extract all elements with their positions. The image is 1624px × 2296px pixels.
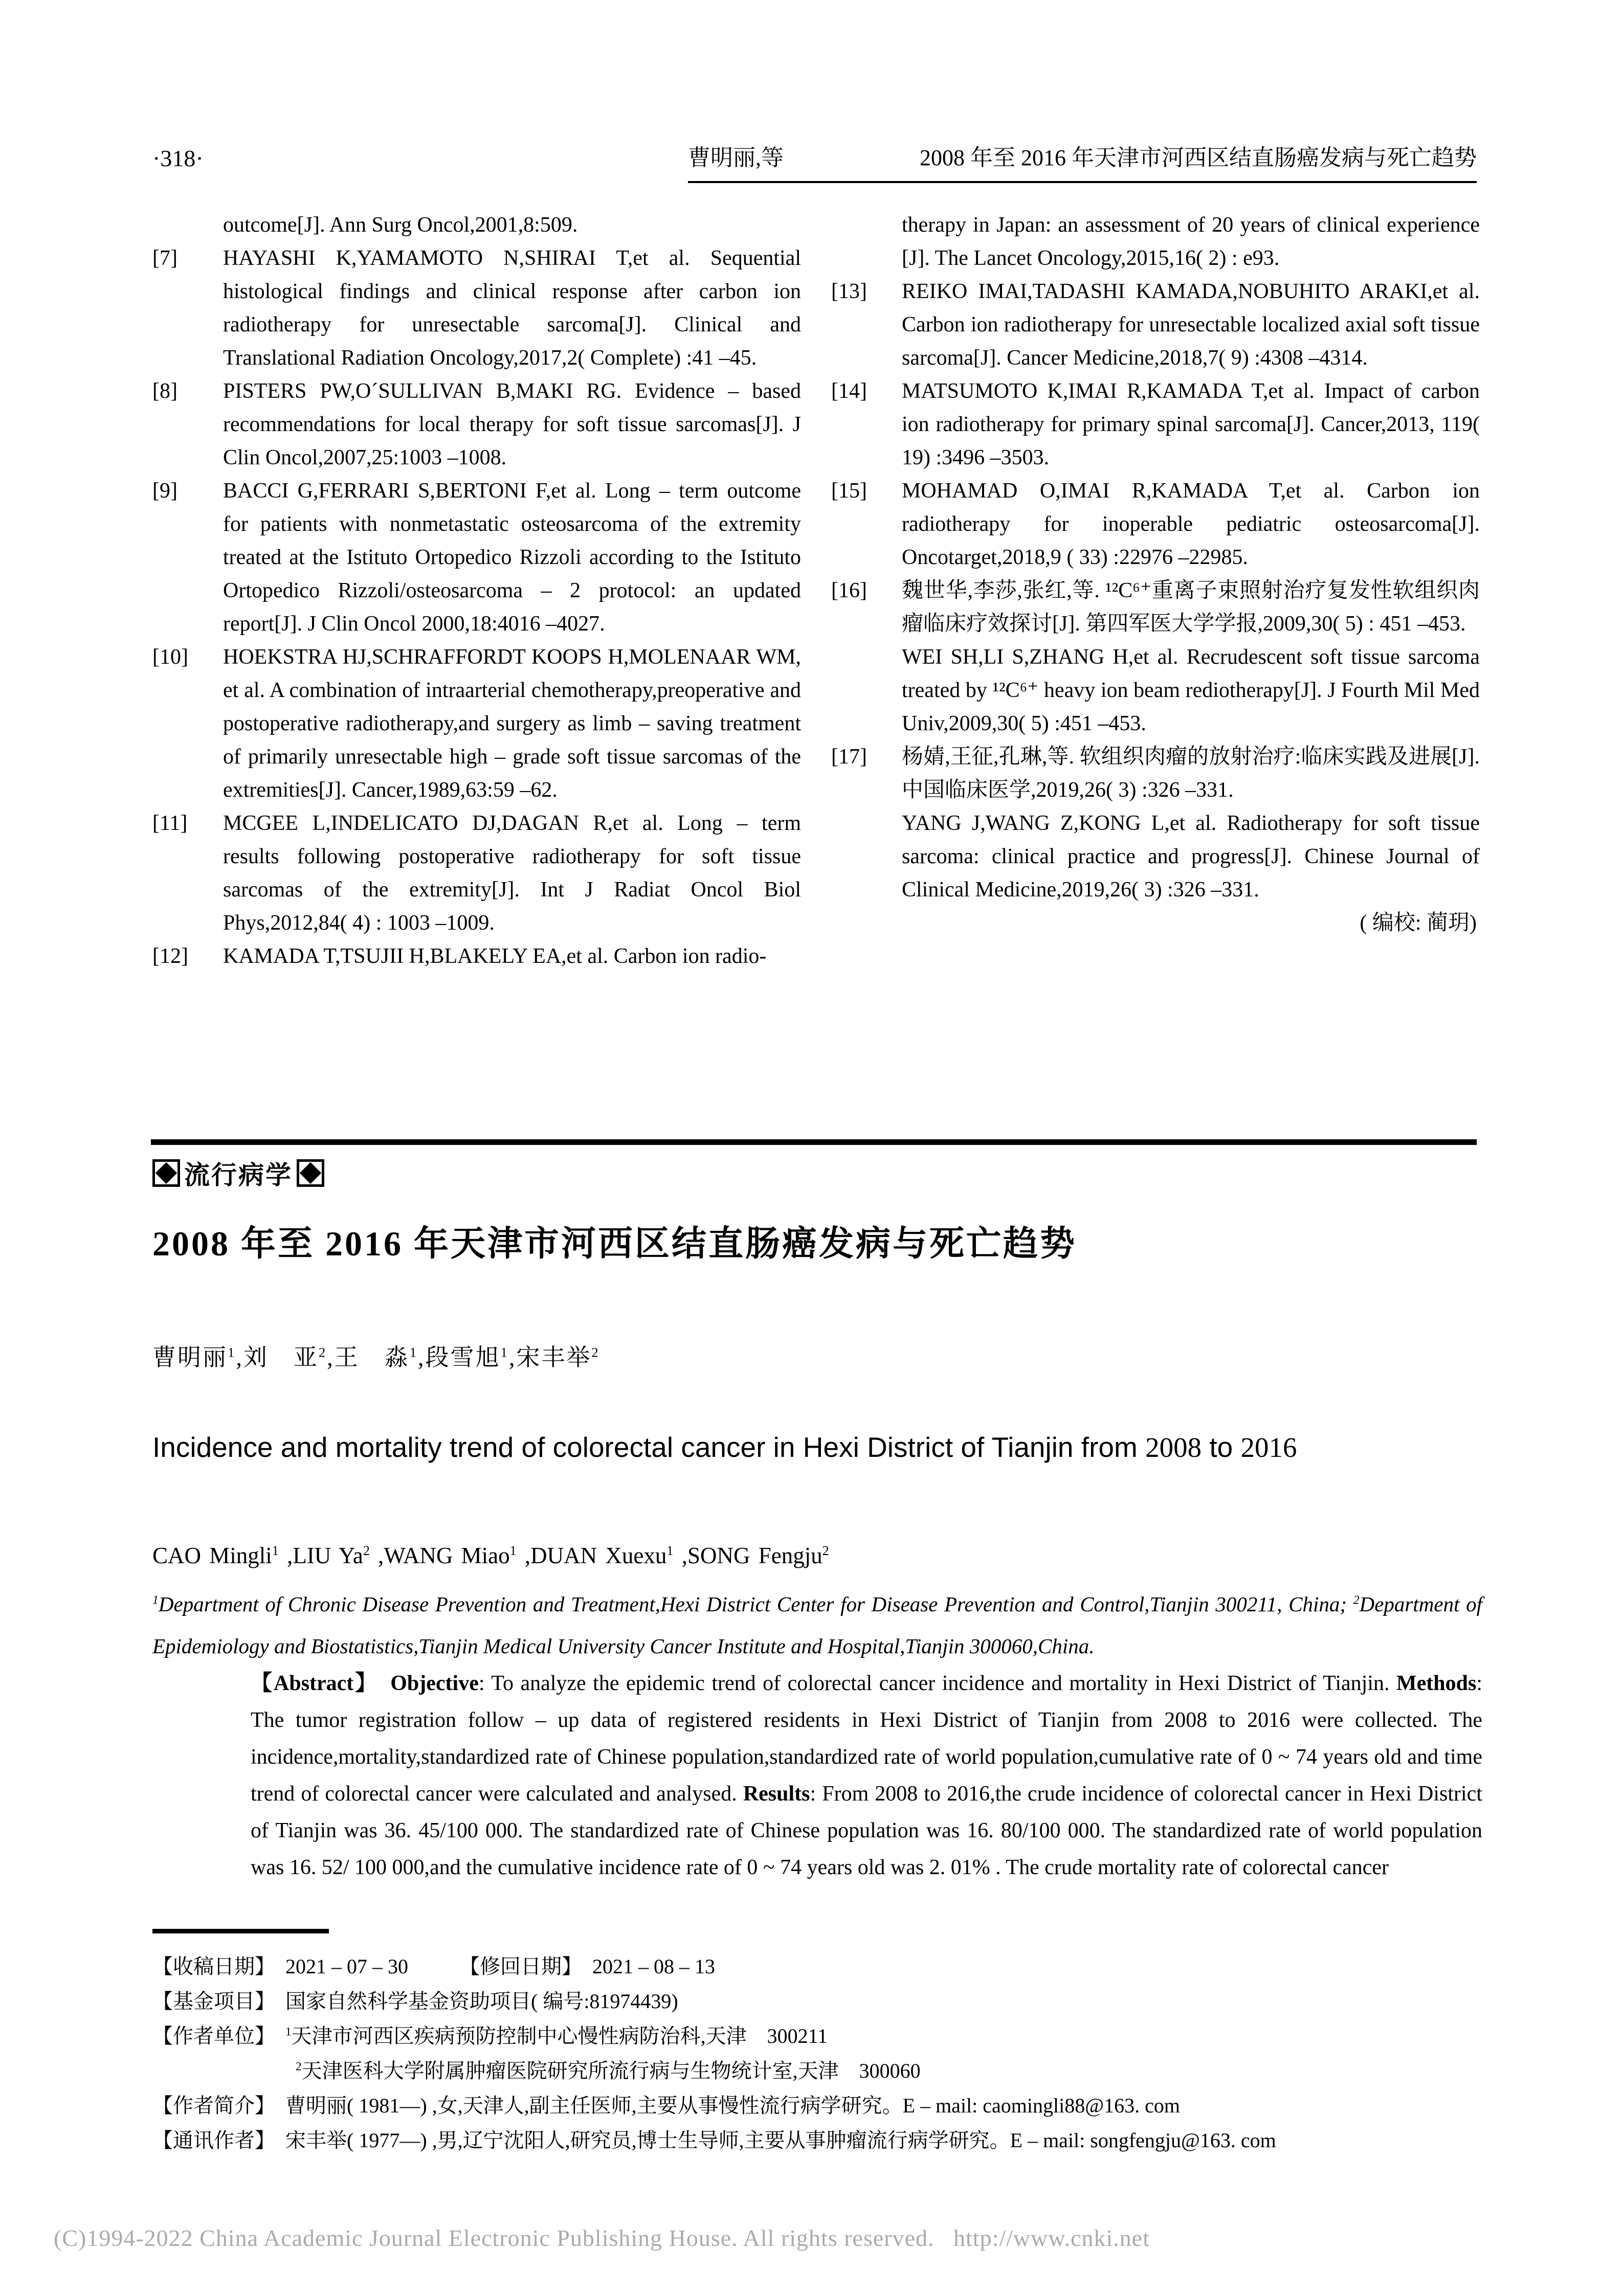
superscript: 1 bbox=[228, 1344, 236, 1360]
footnotes bbox=[152, 1949, 1482, 2158]
reference-number: [7] bbox=[152, 246, 177, 270]
reference-text: HAYASHI K,YAMAMOTO N,SHIRAI T,et al. Sequential histological findings and clinical response after carbon ion radiotherapy for unresectable sarcoma[J]. Clinical and Translational Radiation Oncology,2017,2( Complete) :41 –45. bbox=[223, 246, 801, 370]
reference-number: [10] bbox=[152, 645, 188, 669]
text-segment: 2021 – 08 – 13 bbox=[572, 1955, 715, 1978]
text-segment: ,LIU Ya bbox=[278, 1543, 363, 1568]
superscript: 1 bbox=[666, 1543, 674, 1558]
section-divider-rule bbox=[151, 1139, 1477, 1145]
running-header-title: 2008 年至 2016 年天津市河西区结直肠癌发病与死亡趋势 bbox=[920, 145, 1477, 170]
text-segment: 2016 bbox=[1240, 1432, 1297, 1463]
superscript: 2 bbox=[363, 1543, 370, 1558]
text-segment: 宋丰举( 1977—) ,男,辽宁沈阳人,研究员,博士生导师,主要从事肿瘤流行病学研究。E – mail: songfengju@163. com bbox=[265, 2129, 1276, 2152]
superscript: 2 bbox=[591, 1344, 600, 1360]
section-badge bbox=[152, 1155, 324, 1191]
affiliations bbox=[152, 1583, 1482, 1667]
superscript: 1 bbox=[285, 2025, 292, 2039]
text-segment: 2021 – 07 – 30 bbox=[265, 1955, 470, 1978]
copyright-notice: (C)1994-2022 China Academic Journal Electronic Publishing House. All rights reserved. http://www.cnki.net bbox=[54, 2225, 1150, 2251]
text-segment: 国家自然科学基金资助项目( 编号:81974439) bbox=[265, 1990, 678, 2013]
text-segment: to bbox=[1202, 1431, 1241, 1463]
reference-item bbox=[831, 209, 1480, 275]
superscript: 1 bbox=[152, 1593, 159, 1607]
footnote-line bbox=[152, 2019, 1482, 2054]
diamond-icon bbox=[152, 1159, 180, 1187]
reference-number: [12] bbox=[152, 944, 188, 968]
reference-item bbox=[831, 574, 1480, 740]
page-number: ·318· bbox=[152, 145, 204, 171]
reference-text: REIKO IMAI,TADASHI KAMADA,NOBUHITO ARAKI,et al. Carbon ion radiotherapy for unresectable localized axial soft tissue sarcoma[J]. Cancer Medicine,2018,7( 9) :4308 –4314. bbox=[902, 280, 1480, 370]
reference-text: PISTERS PW,O´SULLIVAN B,MAKI RG. Evidence – based recommendations for local therapy for soft tissue sarcomas[J]. J Clin Oncol,2007,25:1003 –1008. bbox=[223, 379, 801, 469]
reference-text: WEI SH,LI S,ZHANG H,et al. Recrudescent soft tissue sarcoma treated by ¹²C⁶⁺ heavy ion beam rediotherapy[J]. J Fourth Mil Med Univ,2009,30( 5) :451 –453. bbox=[902, 645, 1480, 735]
text-segment: CAO Mingli bbox=[152, 1543, 272, 1568]
text-segment: 2008 bbox=[1145, 1432, 1202, 1463]
authors-en bbox=[152, 1542, 829, 1569]
footnote-line bbox=[152, 1949, 1482, 1984]
reference-number: [8] bbox=[152, 379, 177, 403]
text-segment: 天津市河西区疾病预防控制中心慢性病防治科,天津 300211 bbox=[291, 2024, 828, 2047]
reference-item bbox=[831, 475, 1480, 574]
reference-text: MCGEE L,INDELICATO DJ,DAGAN R,et al. Long – term results following postoperative radiotherapy for soft tissue sarcomas of the extremity[J]. Int J Radiat Oncol Biol Phys,2012,84( 4) : 1003 –1009. bbox=[223, 812, 801, 935]
running-header-citation: 曹明丽,等 bbox=[688, 145, 784, 170]
text-segment: 天津医科大学附属肿瘤医院研究所流行病与生物统计室,天津 300060 bbox=[301, 2059, 921, 2082]
reference-text: 杨婧,王征,孔琳,等. 软组织肉瘤的放射治疗:临床实践及进展[J]. 中国临床医学,2019,26( 3) :326 –331. bbox=[902, 745, 1480, 802]
text-segment: 曹明丽 bbox=[152, 1344, 228, 1370]
text-segment: Department of Chronic Disease Prevention and Treatment,Hexi District Center for Disease Prevention and Control,Tianjin 300211, China; bbox=[158, 1592, 1353, 1616]
superscript: 1 bbox=[500, 1344, 509, 1360]
running-header bbox=[688, 139, 1477, 183]
abstract bbox=[251, 1665, 1482, 1886]
reference-item bbox=[152, 242, 801, 375]
reference-item bbox=[831, 740, 1480, 907]
footnote-line bbox=[152, 2088, 1482, 2123]
reference-item bbox=[152, 375, 801, 475]
text-segment: ,刘 亚 bbox=[236, 1344, 319, 1370]
superscript: 2 bbox=[1353, 1593, 1360, 1607]
footnote-label: 【基金项目】 bbox=[152, 1990, 265, 2013]
reference-column-left bbox=[152, 209, 801, 973]
reference-number: [11] bbox=[152, 812, 188, 835]
text-segment: 曹明丽( 1981—) ,女,天津人,副主任医师,主要从事慢性流行病学研究。E – mail: caomingli88@163. com bbox=[265, 2094, 1180, 2117]
superscript: 1 bbox=[509, 1543, 517, 1558]
reference-item bbox=[152, 209, 801, 242]
superscript: 1 bbox=[409, 1344, 418, 1360]
superscript: 2 bbox=[296, 2060, 302, 2074]
superscript: 2 bbox=[318, 1344, 327, 1360]
reference-item bbox=[831, 275, 1480, 375]
footnote-label: 【收稿日期】 bbox=[152, 1955, 265, 1978]
authors-cn bbox=[152, 1339, 600, 1372]
superscript: 1 bbox=[272, 1543, 279, 1558]
text-segment: ,SONG Fengju bbox=[673, 1543, 822, 1568]
article-title-cn: 2008 年至 2016 年天津市河西区结直肠癌发病与死亡趋势 bbox=[152, 1224, 1077, 1263]
text-segment: Results bbox=[743, 1782, 810, 1806]
text-segment: : The tumor registration follow – up data of registered residents in Hexi District of Tianjin from 2008 to 2016 were collected. The incidence,mortality,standardized rate of Chinese population,standardized rate of world population,cumulative rate of 0 ~ 74 years old and time trend of colorectal cancer were calculated and analysed. bbox=[251, 1672, 1483, 1806]
footnote-label: 【作者简介】 bbox=[152, 2094, 265, 2117]
text-segment: Methods bbox=[1396, 1672, 1477, 1695]
reference-text: BACCI G,FERRARI S,BERTONI F,et al. Long – term outcome for patients with nonmetastatic osteosarcoma of the extremity treated at the Istituto Ortopedico Rizzoli according to the Istituto Ortopedico Rizzoli/osteosarcoma – 2 protocol: an updated report[J]. J Clin Oncol 2000,18:4016 –4027. bbox=[223, 479, 801, 636]
reference-item bbox=[152, 475, 801, 641]
text-segment: ,DUAN Xuexu bbox=[516, 1543, 667, 1568]
text-segment: ,王 淼 bbox=[327, 1344, 410, 1370]
superscript: 2 bbox=[822, 1543, 829, 1558]
text-segment: ,段雪旭 bbox=[418, 1344, 501, 1370]
reference-text: MOHAMAD O,IMAI R,KAMADA T,et al. Carbon ion radiotherapy for inoperable pediatric osteosarcoma[J]. Oncotarget,2018,9 ( 33) :22976 –22985. bbox=[902, 479, 1480, 569]
reference-item bbox=[152, 940, 801, 973]
reference-column-right bbox=[831, 209, 1480, 940]
text-segment: Department of Epidemiology and Biostatistics,Tianjin Medical University Cancer Institute and Hospital,Tianjin 300060,China. bbox=[152, 1592, 1483, 1658]
text-segment: ,WANG Miao bbox=[369, 1543, 510, 1568]
reference-number: [16] bbox=[831, 579, 867, 602]
reference-text: MATSUMOTO K,IMAI R,KAMADA T,et al. Impact of carbon ion radiotherapy for primary spinal sarcoma[J]. Cancer,2013, 119( 19) :3496 –3503. bbox=[902, 379, 1480, 469]
footnote-label: 【作者单位】 bbox=[152, 2024, 265, 2047]
reference-item bbox=[152, 807, 801, 940]
text-segment: 【Abstract】 bbox=[251, 1672, 391, 1695]
footnote-line bbox=[152, 1984, 1482, 2019]
text-segment bbox=[265, 2024, 285, 2047]
text-segment: Incidence and mortality trend of colorectal cancer in Hexi District of Tianjin from bbox=[152, 1431, 1146, 1463]
text-segment: : To analyze the epidemic trend of colorectal cancer incidence and mortality in Hexi District of Tianjin. bbox=[478, 1672, 1396, 1695]
text-segment: Objective bbox=[390, 1672, 479, 1695]
footnote-divider-rule bbox=[152, 1929, 329, 1933]
footnote-line bbox=[152, 2054, 1482, 2088]
reference-text: outcome[J]. Ann Surg Oncol,2001,8:509. bbox=[223, 213, 578, 237]
reference-number: [14] bbox=[831, 379, 867, 403]
footnote-line bbox=[152, 2123, 1482, 2158]
diamond-icon bbox=[297, 1159, 324, 1187]
reference-number: [15] bbox=[831, 479, 867, 503]
editor-note: ( 编校: 蔺玥) bbox=[1360, 911, 1477, 935]
reference-text: YANG J,WANG Z,KONG L,et al. Radiotherapy for soft tissue sarcoma: clinical practice and progress[J]. Chinese Journal of Clinical Medicine,2019,26( 3) :326 –331. bbox=[902, 812, 1480, 902]
reference-number: [13] bbox=[831, 280, 867, 303]
reference-number: [9] bbox=[152, 479, 177, 503]
reference-text: KAMADA T,TSUJII H,BLAKELY EA,et al. Carbon ion radio- bbox=[223, 944, 767, 968]
text-segment: ,宋丰举 bbox=[508, 1344, 592, 1370]
reference-item bbox=[152, 641, 801, 807]
reference-item bbox=[831, 375, 1480, 475]
article-title-en bbox=[152, 1417, 1482, 1477]
text-segment bbox=[152, 2059, 296, 2082]
section-label: 流行病学 bbox=[184, 1161, 293, 1189]
reference-text: HOEKSTRA HJ,SCHRAFFORDT KOOPS H,MOLENAAR WM, et al. A combination of intraarterial chemotherapy,preoperative and postoperative radiotherapy,and surgery as limb – saving treatment of primarily unresectable high – grade soft tissue sarcomas of the extremities[J]. Cancer,1989,63:59 –62. bbox=[223, 645, 801, 802]
reference-text: therapy in Japan: an assessment of 20 years of clinical experience [J]. The Lancet Oncology,2015,16( 2) : e93. bbox=[902, 213, 1480, 270]
footnote-label: 【通讯作者】 bbox=[152, 2129, 265, 2152]
footnote-label: 【修回日期】 bbox=[470, 1955, 572, 1978]
reference-text: 魏世华,李莎,张红,等. ¹²C⁶⁺重离子束照射治疗复发性软组织肉瘤临床疗效探讨[J]. 第四军医大学学报,2009,30( 5) : 451 –453. bbox=[902, 579, 1480, 636]
text-segment: : From 2008 to 2016,the crude incidence of colorectal cancer in Hexi District of Tianjin was 36. 45/100 000. The standardized rate of Chinese population was 16. 80/100 000. The standardized rate of world population was 16. 52/ 100 000,and the cumulative incidence rate of 0 ~ 74 years old was 2. 01% . The crude mortality rate of colorectal cancer bbox=[251, 1782, 1482, 1879]
reference-number: [17] bbox=[831, 745, 867, 769]
